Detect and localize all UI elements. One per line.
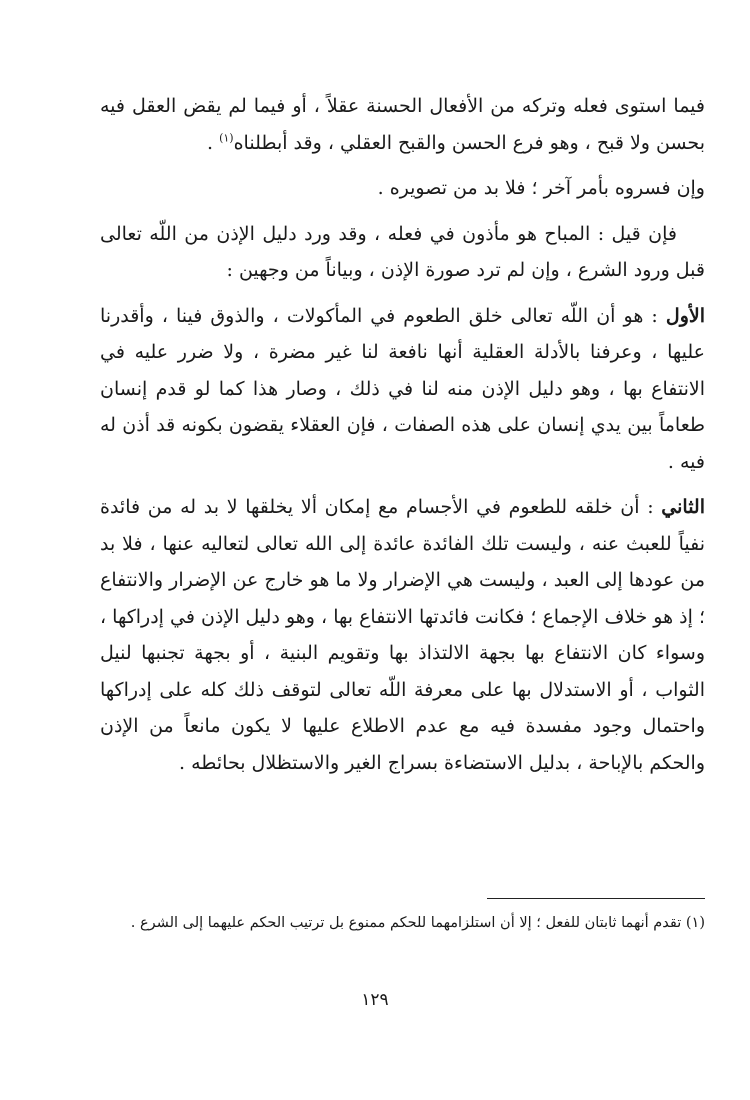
paragraph-2: وإن فسروه بأمر آخر ؛ فلا بد من تصويره . [377, 177, 705, 199]
paragraph-3: فإن قيل : المباح هو مأذون في فعله ، وقد ورد دليل الإذن من اللّه تعالى قبل ورود الشرع ، وإن لم ترد صورة الإذن ، وبياناً من وجهين : [100, 222, 705, 281]
paragraph-1-text: فيما استوى فعله وتركه من الأفعال الحسنة عقلاً ، أو فيما لم يقض العقل فيه بحسن ولا قبح ، وهو فرع الحسن والقبح العقلي ، وقد أبطلناه [100, 95, 705, 154]
paragraph-4-lead: الأول [665, 304, 705, 327]
paragraph-5-lead: الثاني [661, 496, 705, 518]
footnote-ref[interactable]: (١) [219, 131, 234, 145]
paragraph-4 [100, 298, 705, 481]
paragraph-1-end: . [206, 131, 220, 154]
page-number: ١٢٩ [361, 990, 389, 1010]
paragraph-5-text: : أن خلقه للطعوم في الأجسام مع إمكان ألا يخلقها لا بد له من فائدة نفياً للعبث عنه ، وليست تلك الفائدة عائدة إلى الله تعالى لتعاليه عنها ، فلا بد من عودها إلى العبد ، وليست هي الإضرار ولا ما هو خارج عن الإضرار والانتفاع ؛ إذ هو خلاف الإجماع ؛ فكانت فائدتها الانتفاع بها ، وهو دليل الإذن في إدراكها ، وسواء كان الانتفاع بها بجهة الالتذاذ بها وتقويم البنية ، أو بجهة تجنبها لنيل الثواب ، أو الاستدلال بها على معرفة اللّه تعالى لتوقف ذلك كله على إدراكها واحتمال وجود مفسدة فيه مع عدم الاطلاع عليها لا يكون مانعاً من الإذن والحكم بالإباحة ، بدليل الاستضاءة بسراج الغير والاستظلال بحائطه . [100, 496, 705, 774]
paragraph-5 [100, 489, 705, 781]
footnote-divider [487, 898, 705, 899]
main-text [100, 88, 705, 781]
paragraph-4-text: : هو أن اللّه تعالى خلق الطعوم في المأكولات ، والذوق فينا ، وأقدرنا عليها ، وعرفنا بالأدلة العقلية أنها نافعة لنا غير مضرة ، ولا ضرر عليه في الانتفاع بها ، وهو دليل الإذن منه لنا في ذلك ، وصار هذا كما لو قدم إنسان طعاماً بين يدي إنسان على هذه الصفات ، فإن العقلاء يقضون بكونه قد أذن له فيه . [100, 304, 705, 473]
paragraph-1 [100, 88, 705, 161]
footnote: (١) تقدم أنهما ثابتان للفعل ؛ إلا أن استلزامهما للحكم ممنوع بل ترتيب الحكم عليهما إلى الشرع . [130, 915, 705, 931]
